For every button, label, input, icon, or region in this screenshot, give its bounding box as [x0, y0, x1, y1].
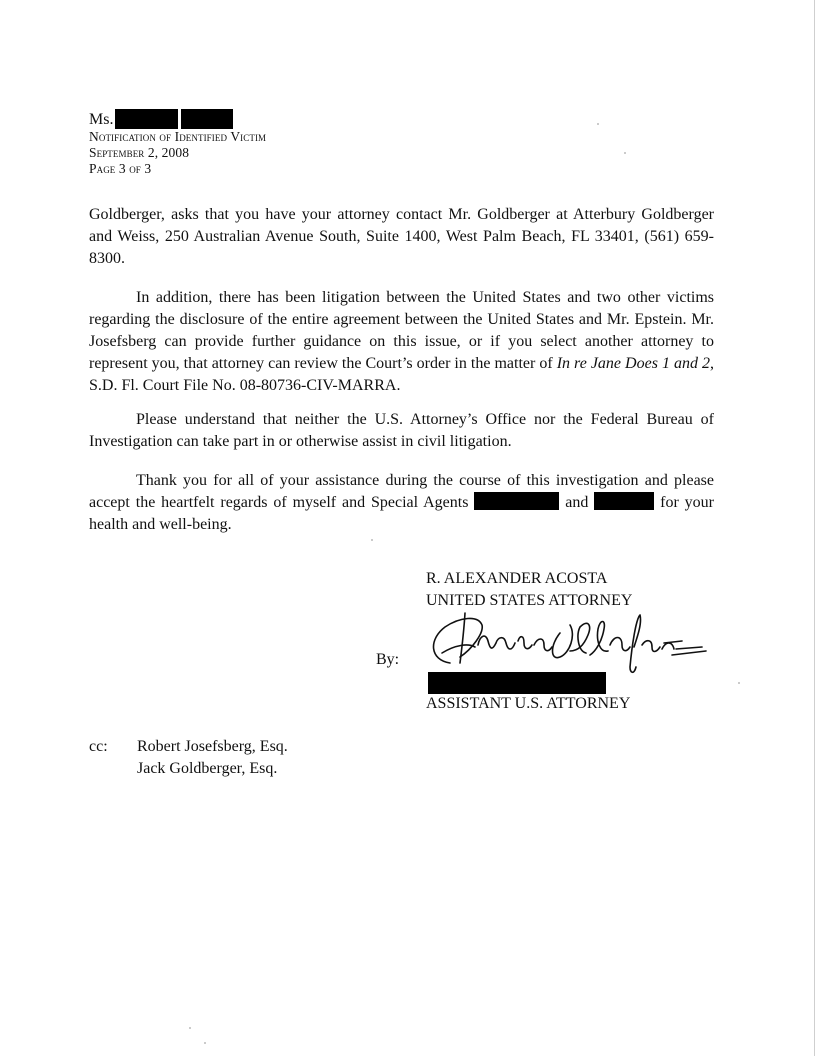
page-edge-line: [814, 0, 815, 1056]
by-label: By:: [376, 651, 400, 668]
header-subject: Notification of Identified Victim: [89, 129, 267, 144]
header-date: September 2, 2008: [89, 145, 190, 160]
handwritten-signature: [420, 605, 720, 680]
cc-recipient: Robert Josefsberg, Esq.: [137, 738, 288, 755]
scan-speck: [597, 123, 599, 125]
signer-name: R. ALEXANDER ACOSTA: [426, 570, 608, 587]
paragraph-thanks-text: Thank you for all of your assistance during the course of this investigation and please accept the heartfelt regards of myself and Special Agents: [89, 472, 714, 511]
paragraph-thanks-closing: for your health and well-being.: [89, 494, 715, 533]
scan-speck: [738, 682, 740, 684]
header-page-number: Page 3 of 3: [89, 161, 152, 176]
redacted-first-name: [115, 109, 178, 129]
paragraph-thanks: [89, 470, 714, 536]
redacted-last-name: [181, 109, 233, 129]
cc-recipients: [137, 736, 288, 780]
redacted-agent-name: [474, 492, 559, 510]
letter-header: [89, 109, 266, 177]
salutation-line: [89, 109, 266, 129]
conjunction-and: and: [559, 494, 595, 511]
paragraph-litigation: [89, 287, 714, 397]
assistant-title: ASSISTANT U.S. ATTORNEY: [426, 695, 631, 712]
scan-speck: [624, 152, 626, 154]
case-name: In re Jane Does 1 and 2: [556, 355, 710, 372]
signer-title: UNITED STATES ATTORNEY: [426, 592, 633, 609]
paragraph-litigation-text: In addition, there has been litigation between the United States and two other victims regarding the disclosure of the entire agreement between the United States and Mr. Epstein. Mr. Josefsberg can provide further guidance on this issue, or if you select another attorney to represent you, that attorney can review the Court’s order in the matter of: [89, 289, 714, 372]
cc-recipient: Jack Goldberger, Esq.: [137, 760, 278, 777]
scan-speck: [371, 539, 373, 541]
salutation: Ms.: [89, 111, 114, 128]
redacted-assistant-name: [428, 672, 606, 694]
scan-speck: [204, 1042, 206, 1044]
case-file-number: , S.D. Fl. Court File No. 08-80736-CIV-MARRA.: [89, 355, 714, 394]
paragraph-civil-litigation: Please understand that neither the U.S. Attorney’s Office nor the Federal Bureau of Investigation can take part in or otherwise assist in civil litigation.: [89, 411, 714, 450]
scan-speck: [189, 1027, 191, 1029]
redacted-agent-name: [594, 492, 654, 510]
paragraph-attorney-contact: Goldberger, asks that you have your attorney contact Mr. Goldberger at Atterbury Goldberger and Weiss, 250 Australian Avenue South, Suite 1400, West Palm Beach, FL 33401, (561) 659-8300.: [89, 206, 714, 267]
cc-label: cc:: [89, 738, 108, 755]
